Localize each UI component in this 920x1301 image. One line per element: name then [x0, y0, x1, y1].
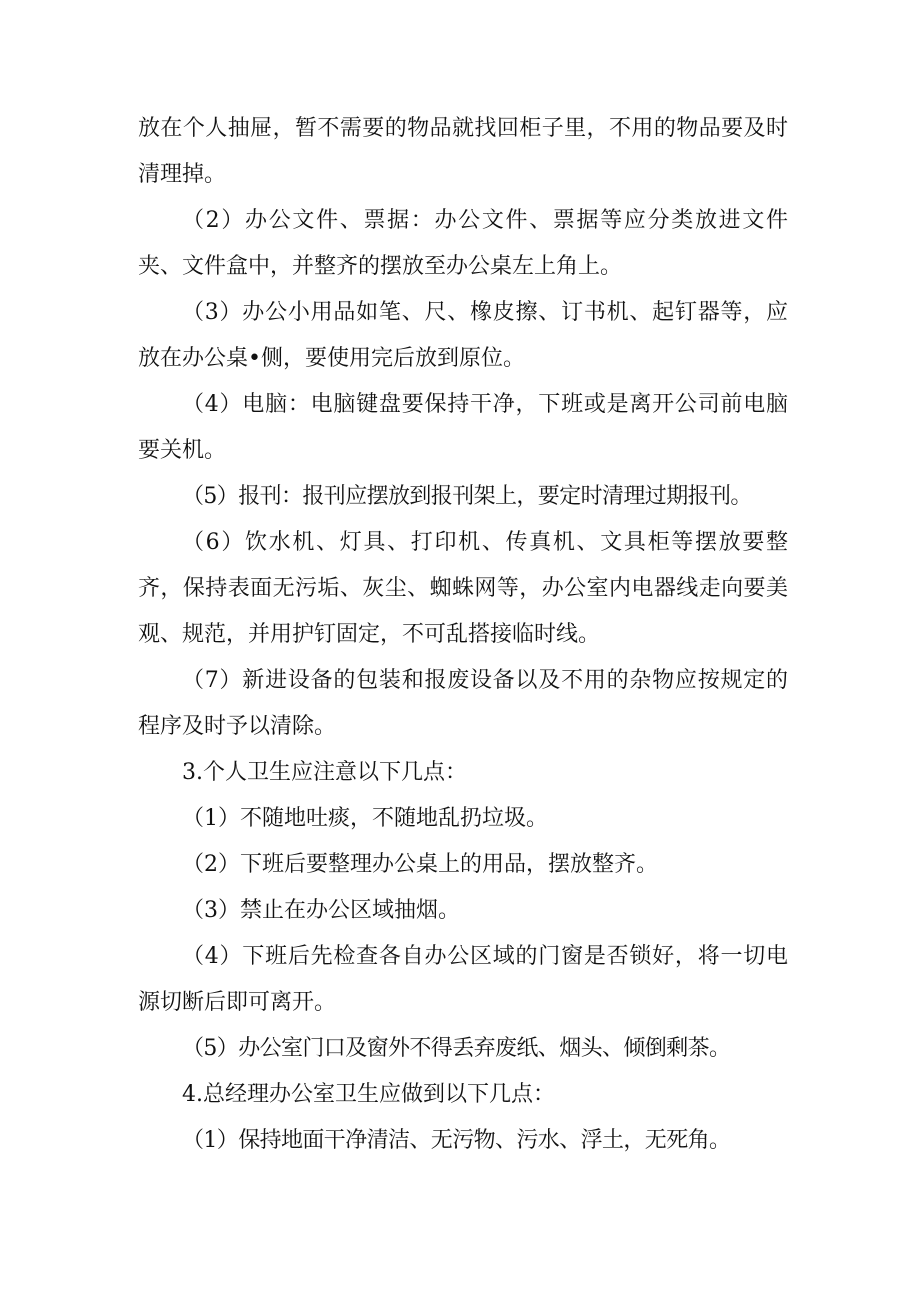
paragraph-new-equipment: （7）新进设备的包装和报废设备以及不用的杂物应按规定的程序及时予以清除。	[138, 668, 788, 739]
paragraph-office-documents: （2）办公文件、票据：办公文件、票据等应分类放进文件夹、文件盒中，并整齐的摆放至办公桌左上角上。	[138, 208, 788, 279]
heading-gm-office: 4.总经理办公室卫生应做到以下几点：	[182, 1082, 555, 1107]
paragraph-no-littering: （5）办公室门口及窗外不得丢弃废纸、烟头、倾倒剩茶。	[182, 1036, 731, 1061]
paragraph-no-smoking: （3）禁止在办公区域抽烟。	[182, 898, 460, 923]
paragraph-computer: （4）电脑：电脑键盘要保持干净，下班或是离开公司前电脑要关机。	[138, 392, 788, 463]
paragraph-tidy-desk: （2）下班后要整理办公桌上的用品，摆放整齐。	[182, 852, 658, 877]
paragraph-office-supplies: （3）办公小用品如笔、尺、橡皮擦、订书机、起钉器等，应放在办公桌•侧，要使用完后放到原位。	[138, 300, 788, 371]
paragraph-equipment: （6）饮水机、灯具、打印机、传真机、文具柜等摆放要整齐，保持表面无污垢、灰尘、蜘蛛网等，办公室内电器线走向要美观、规范，并用护钉固定，不可乱搭接临时线。	[138, 530, 788, 647]
paragraph-no-spitting: （1）不随地吐痰，不随地乱扔垃圾。	[182, 806, 548, 831]
paragraph-newspapers: （5）报刊：报刊应摆放到报刊架上，要定时清理过期报刊。	[182, 484, 752, 509]
paragraph-floor-clean: （1）保持地面干净清洁、无污物、污水、浮土，无死角。	[182, 1128, 731, 1153]
paragraph-check-windows: （4）下班后先检查各自办公区域的门窗是否锁好，将一切电源切断后即可离开。	[138, 944, 788, 1015]
heading-personal-hygiene: 3.个人卫生应注意以下几点：	[182, 760, 467, 785]
paragraph-continuation: 放在个人抽屉，暂不需要的物品就找回柜子里，不用的物品要及时清理掉。	[138, 116, 788, 187]
